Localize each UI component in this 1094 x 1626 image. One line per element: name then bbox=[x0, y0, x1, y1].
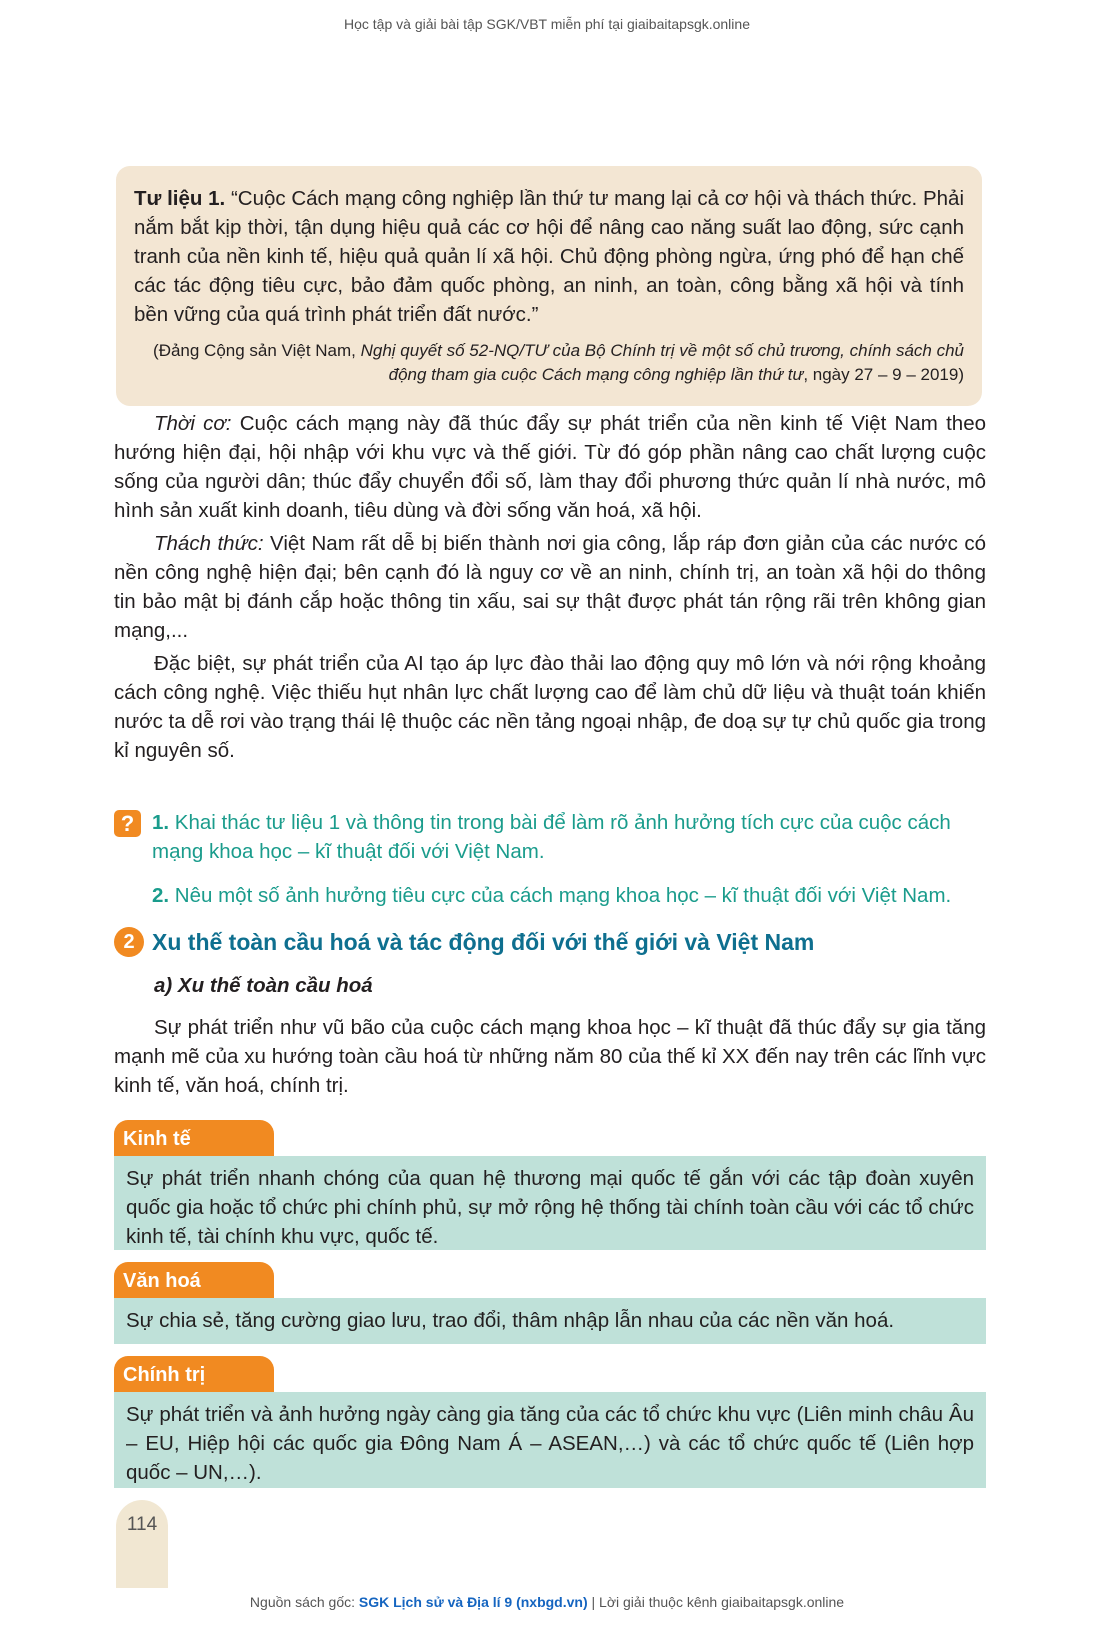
paragraph-text: Cuộc cách mạng này đã thúc đẩy sự phát triển của nền kinh tế Việt Nam theo hướng hiện đại, hội nhập với khu vực và thế giới. Từ đó góp phần nâng cao chất lượng cuộc sống của người dân; thúc đẩy chuyển đổi số, làm thay đổi phương thức quản lí nhà nước, mô hình sản xuất kinh doanh, tiêu dùng và đời sống văn hoá, xã hội. bbox=[114, 412, 987, 522]
quote-source-suffix: , ngày 27 – 9 – 2019) bbox=[803, 365, 964, 384]
question-2 bbox=[152, 881, 986, 910]
question-text: Nêu một số ảnh hưởng tiêu cực của cách mạng khoa học – kĩ thuật đối với Việt Nam. bbox=[169, 884, 952, 907]
page-number-tab bbox=[116, 1500, 168, 1588]
section-number-badge: 2 bbox=[114, 927, 144, 957]
footer-source-link[interactable]: SGK Lịch sử và Địa lí 9 (nxbgd.vn) bbox=[358, 1594, 588, 1610]
box-economy: Sự phát triển nhanh chóng của quan hệ thương mại quốc tế gắn với các tập đoàn xuyên quốc gia hoặc tổ chức phi chính phủ, sự mở rộng hệ thống tài chính toàn cầu với các tổ chức kinh tế, tài chính khu vực, quốc tế. bbox=[114, 1156, 986, 1250]
quote-body: “Cuộc Cách mạng công nghiệp lần thứ tư mang lại cả cơ hội và thách thức. Phải nắm bắt kịp thời, tận dụng hiệu quả các cơ hội để nâng cao năng suất lao động, sức cạnh tranh của nền kinh tế, hiệu quả quản lí xã hội. Chủ động phòng ngừa, ứng phó để hạn chế các tác động tiêu cực, bảo đảm quốc phòng, an ninh, an toàn, công bằng xã hội và tính bền vững của quá trình phát triển đất nước.” bbox=[134, 187, 964, 326]
paragraph-text: Đặc biệt, sự phát triển của AI tạo áp lực đào thải lao động quy mô lớn và nới rộng khoảng cách công nghệ. Việc thiếu hụt nhân lực chất lượng cao để làm chủ dữ liệu và thuật toán khiến nước ta dễ rơi vào trạng thái lệ thuộc các nền tảng ngoại nhập, đe doạ sự tự chủ quốc gia trong kỉ nguyên số. bbox=[114, 652, 986, 762]
footer-suffix: | Lời giải thuộc kênh giaibaitapsgk.online bbox=[587, 1594, 845, 1610]
quote-label: Tư liệu 1. bbox=[134, 187, 226, 210]
question-number: 1. bbox=[152, 811, 170, 834]
box-culture: Sự chia sẻ, tăng cường giao lưu, trao đổi, thâm nhập lẫn nhau của các nền văn hoá. bbox=[114, 1298, 986, 1344]
page-header: Học tập và giải bài tập SGK/VBT miễn phí tại giaibaitapsgk.online bbox=[344, 16, 750, 32]
question-1 bbox=[152, 808, 986, 866]
section-intro bbox=[114, 1013, 986, 1100]
paragraph-lead: Thách thức: bbox=[154, 532, 264, 555]
box-label-economy: Kinh tế bbox=[114, 1120, 274, 1156]
subsection-heading: a) Xu thế toàn cầu hoá bbox=[154, 974, 373, 997]
quote-source-prefix: (Đảng Cộng sản Việt Nam, bbox=[153, 341, 361, 360]
box-label-culture: Văn hoá bbox=[114, 1262, 274, 1298]
quote-source bbox=[134, 339, 964, 387]
source-quote-box bbox=[116, 166, 982, 406]
paragraph-challenge bbox=[114, 529, 986, 645]
quote-text bbox=[134, 184, 964, 329]
paragraph-ai bbox=[114, 649, 986, 765]
paragraph-text: Việt Nam rất dễ bị biến thành nơi gia công, lắp ráp đơn giản của các nước có nền công nghệ hiện đại; bên cạnh đó là nguy cơ về an ninh, chính trị, an toàn xã hội do thông tin bảo mật bị đánh cắp hoặc thông tin xấu, sai sự thật được phát tán rộng rãi trên không gian mạng,... bbox=[114, 532, 986, 642]
page-number: 114 bbox=[126, 1514, 158, 1535]
box-politics: Sự phát triển và ảnh hưởng ngày càng gia tăng của các tổ chức khu vực (Liên minh châu Âu – EU, Hiệp hội các quốc gia Đông Nam Á – ASEAN,…) và các tổ chức quốc tế (Liên hợp quốc – UN,…). bbox=[114, 1392, 986, 1488]
page-footer bbox=[0, 1594, 1094, 1610]
section-title: Xu thế toàn cầu hoá và tác động đối với thế giới và Việt Nam bbox=[152, 929, 815, 955]
question-number: 2. bbox=[152, 884, 170, 907]
question-text: Khai thác tư liệu 1 và thông tin trong bài để làm rõ ảnh hưởng tích cực của cuộc cách mạng khoa học – kĩ thuật đối với Việt Nam. bbox=[152, 811, 951, 863]
quote-source-title: Nghị quyết số 52-NQ/TƯ của Bộ Chính trị về một số chủ trương, chính sách chủ động tham gia cuộc Cách mạng công nghiệp lần thứ tư bbox=[360, 341, 964, 384]
paragraph-lead: Thời cơ: bbox=[154, 412, 232, 435]
paragraph-text: Sự phát triển như vũ bão của cuộc cách mạng khoa học – kĩ thuật đã thúc đẩy sự gia tăng mạnh mẽ của xu hướng toàn cầu hoá từ những năm 80 của thế kỉ XX đến nay trên các lĩnh vực kinh tế, văn hoá, chính trị. bbox=[114, 1016, 986, 1097]
paragraph-opportunity bbox=[114, 409, 986, 525]
footer-prefix: Nguồn sách gốc: bbox=[249, 1594, 359, 1610]
box-label-politics: Chính trị bbox=[114, 1356, 274, 1392]
question-icon: ? bbox=[114, 810, 141, 837]
